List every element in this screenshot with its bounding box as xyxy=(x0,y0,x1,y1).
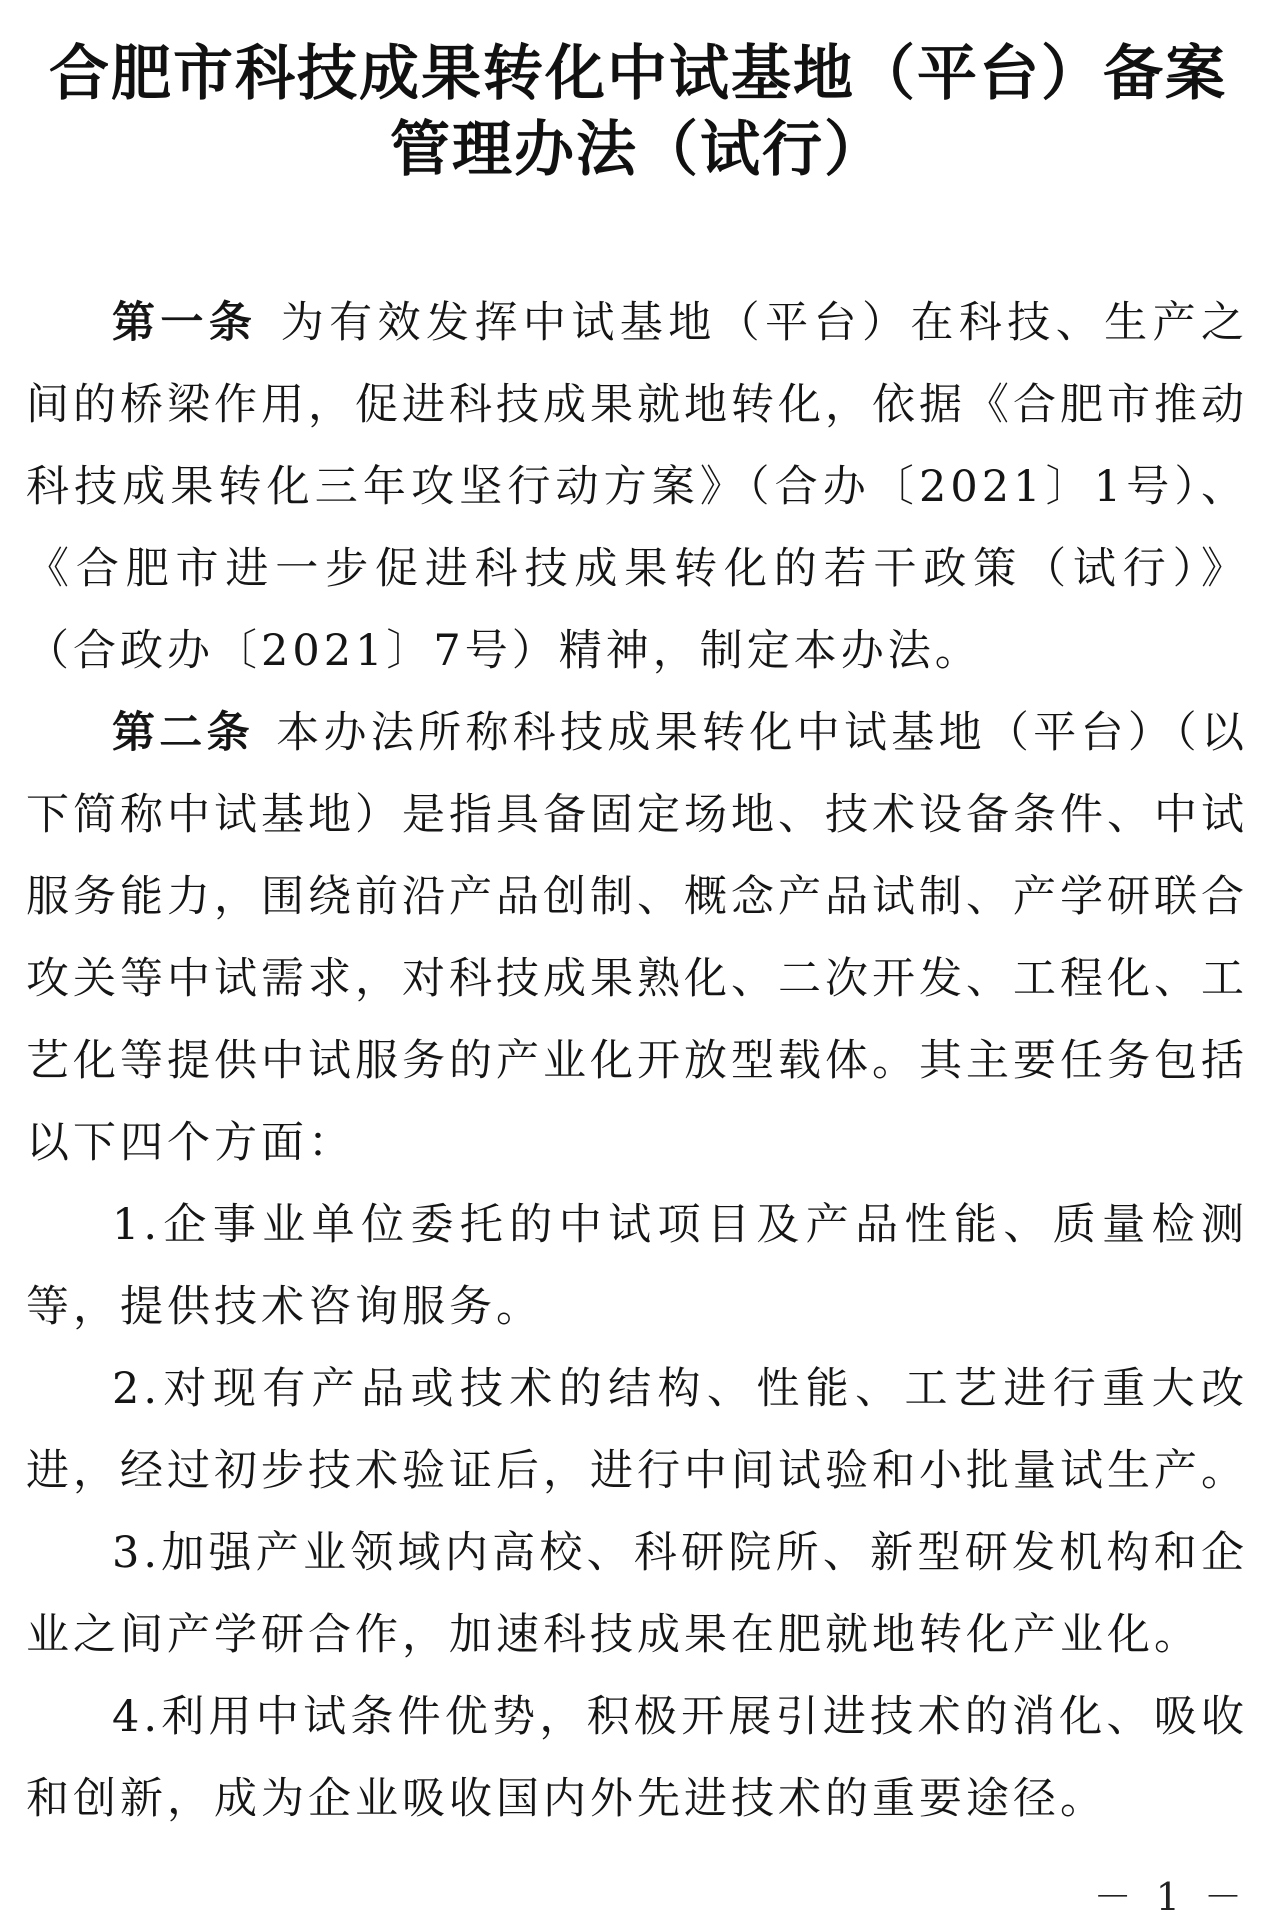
article-2-text: 本办法所称科技成果转化中试基地（平台）（以下简称中试基地）是指具备固定场地、技术设备条件、中试服务能力，围绕前沿产品创制、概念产品试制、产学研联合攻关等中试需求，对科技成果熟化、二次开发、工程化、工艺化等提供中试服务的产业化开放型载体。其主要任务包括以下四个方面： xyxy=(26,708,1248,1168)
article-2 xyxy=(26,692,1248,1184)
list-item-4: 4.利用中试条件优势，积极开展引进技术的消化、吸收和创新，成为企业吸收国内外先进技术的重要途径。 xyxy=(26,1692,1248,1824)
document-title-line-1: 合肥市科技成果转化中试基地（平台）备案 xyxy=(49,39,1227,109)
document-title-line-2: 管理办法（试行） xyxy=(390,115,886,185)
article-1-text: 为有效发挥中试基地（平台）在科技、生产之间的桥梁作用，促进科技成果就地转化，依据《合肥市推动科技成果转化三年攻坚行动方案》（合办〔2021〕1号）、《合肥市进一步促进科技成果转化的若干政策（试行）》（合政办〔2021〕7号）精神，制定本办法。 xyxy=(26,298,1249,676)
list-item-2: 2.对现有产品或技术的结构、性能、工艺进行重大改进，经过初步技术验证后，进行中间试验和小批量试生产。 xyxy=(26,1364,1248,1496)
article-1 xyxy=(26,282,1248,692)
document-body xyxy=(26,282,1248,1840)
list-item-3: 3.加强产业领域内高校、科研院所、新型研发机构和企业之间产学研合作，加速科技成果在肥就地转化产业化。 xyxy=(26,1528,1248,1660)
article-2-number: 第二条 xyxy=(112,708,254,758)
list-item-1: 1.企事业单位委托的中试项目及产品性能、质量检测等，提供技术咨询服务。 xyxy=(26,1200,1248,1332)
page-number: － 1 － xyxy=(1093,1875,1248,1919)
article-1-number: 第一条 xyxy=(112,298,258,348)
